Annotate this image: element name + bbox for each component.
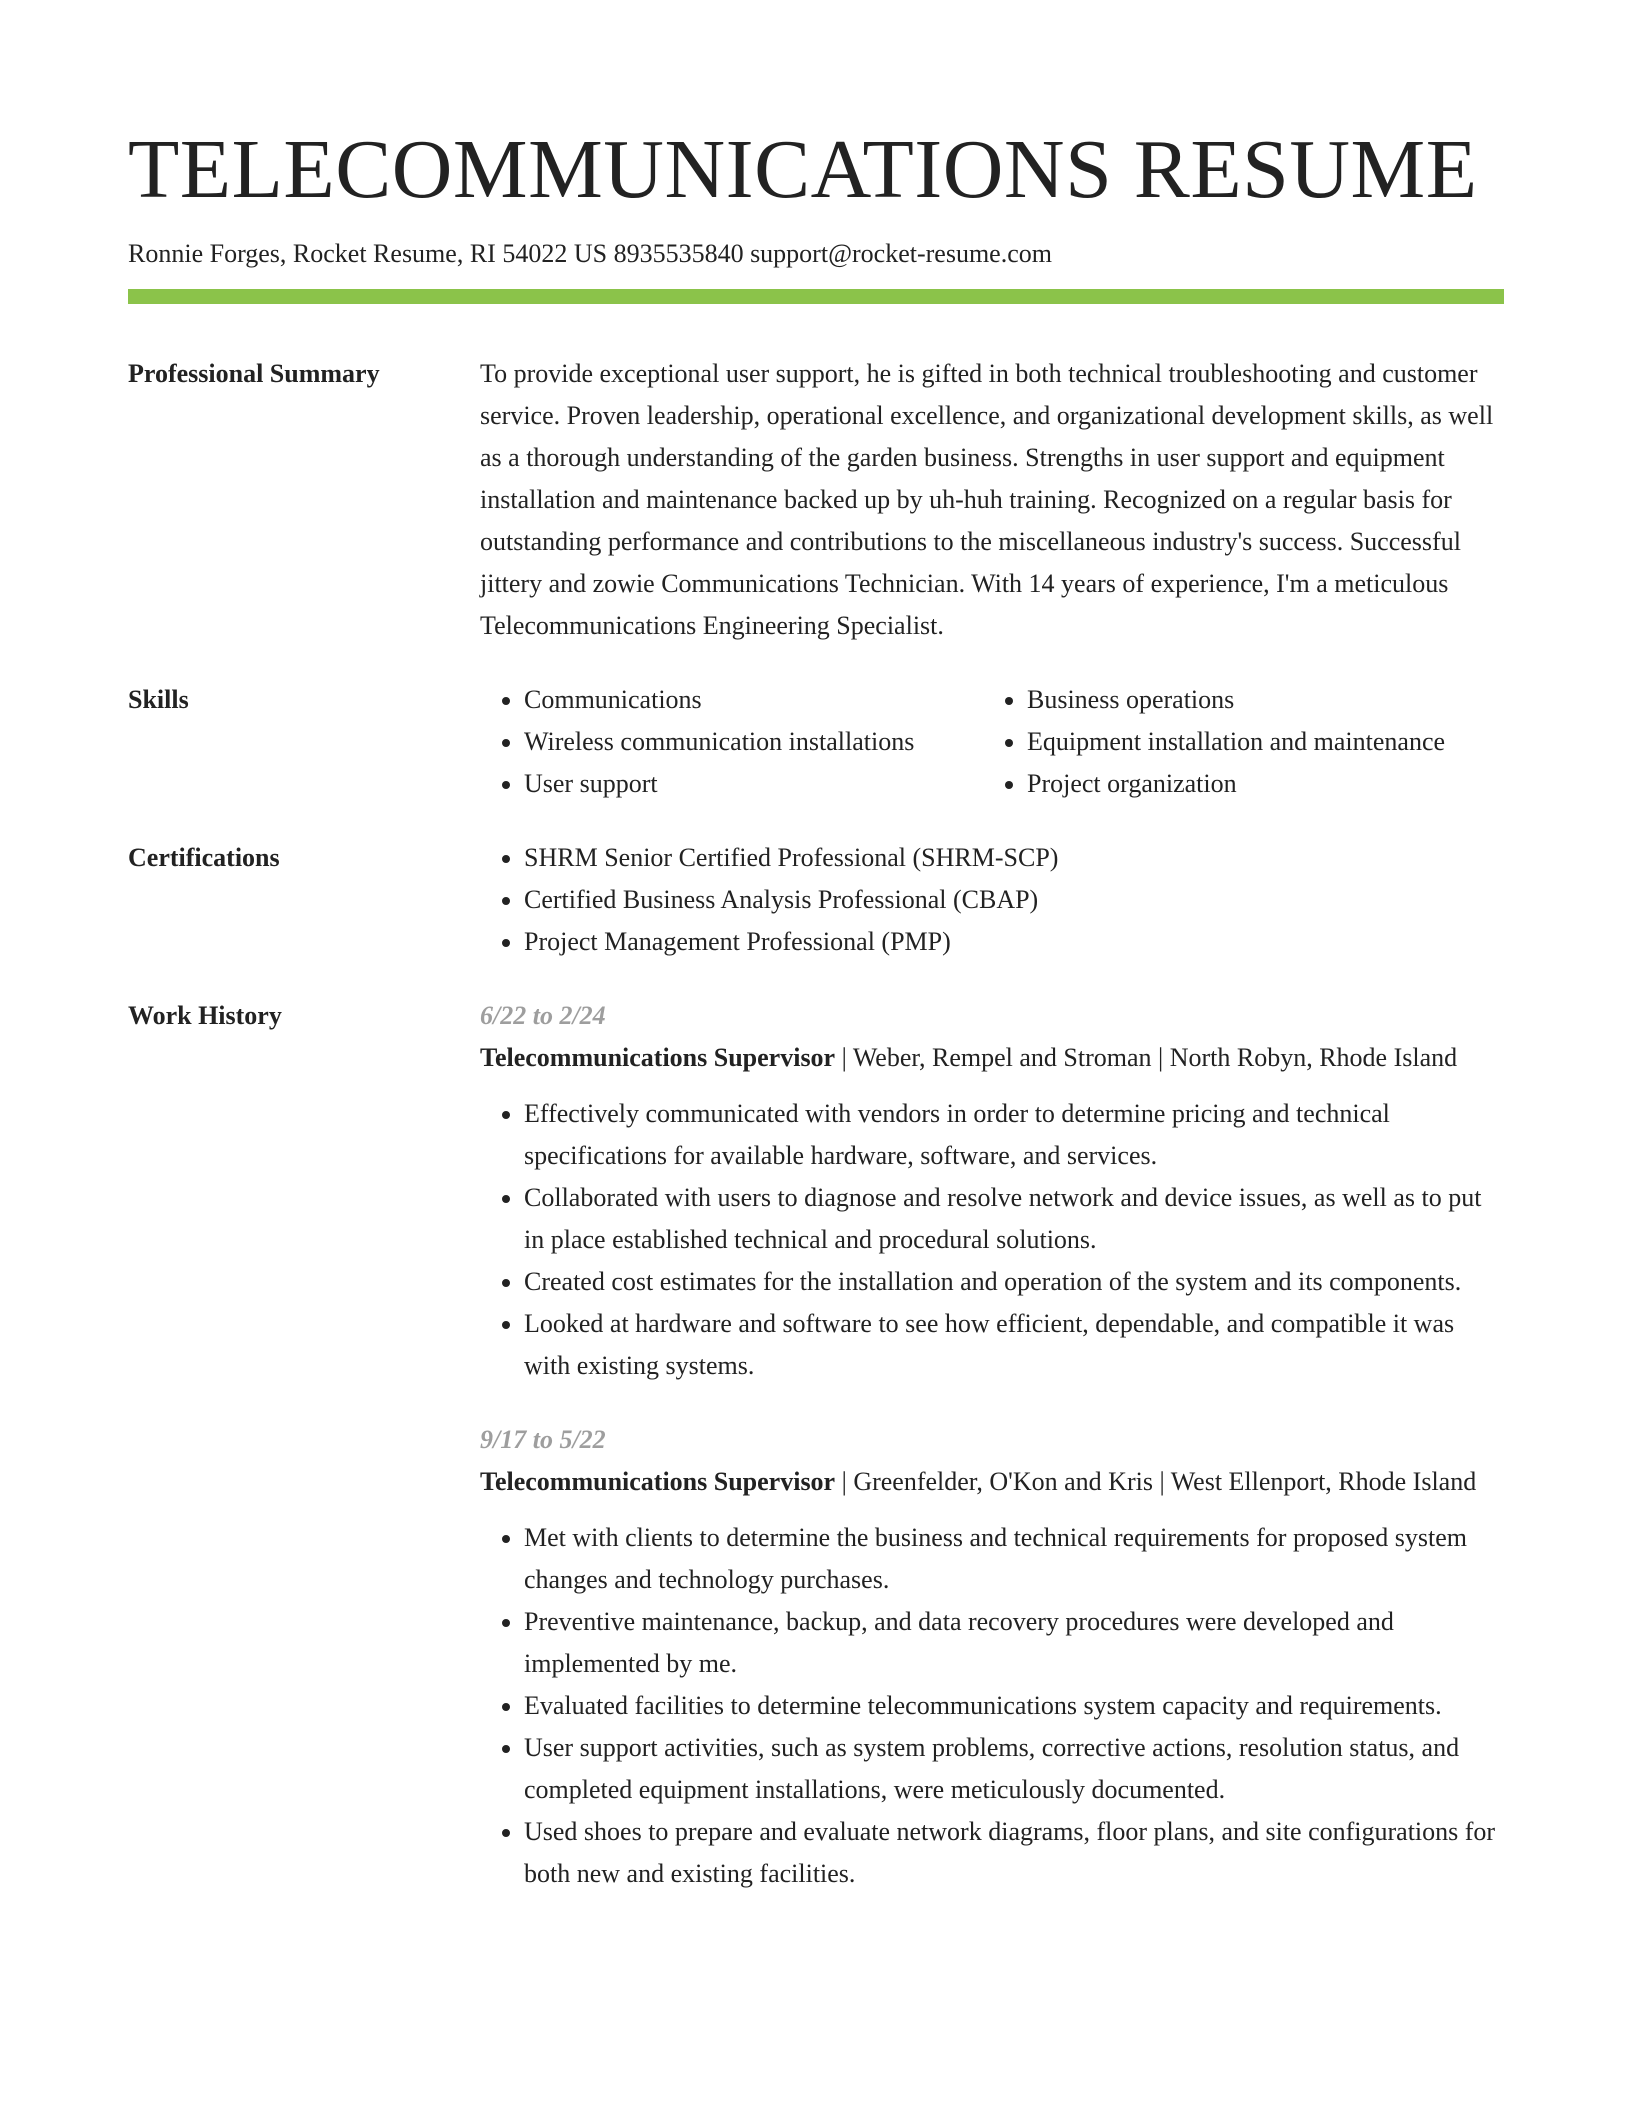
contact-phone: 8935535840 xyxy=(613,239,744,268)
job-title: Telecommunications Supervisor xyxy=(480,1043,836,1073)
job-heading xyxy=(480,1461,1504,1503)
job-entry xyxy=(480,995,1504,1387)
skill-item: • Equipment installation and maintenance xyxy=(1027,721,1548,763)
certification-item: • SHRM Senior Certified Professional (SHRM-SCP) xyxy=(524,837,1504,879)
certifications-heading: Certifications xyxy=(128,843,280,873)
work-history-section xyxy=(128,995,1504,1895)
job-bullet: • User support activities, such as system problems, corrective actions, resolution status, and completed equipment installations, were meticulously documented. xyxy=(524,1727,1504,1811)
job-employer-location: | Weber, Rempel and Stroman | North Robyn, Rhode Island xyxy=(835,1043,1458,1073)
skill-item: • Communications xyxy=(524,679,983,721)
skills-column-1 xyxy=(480,679,983,805)
skill-item: • User support xyxy=(524,763,983,805)
work-history-body xyxy=(480,995,1504,1895)
contact-line xyxy=(128,238,1504,269)
header-divider xyxy=(128,289,1504,304)
certification-item: • Project Management Professional (PMP) xyxy=(524,921,1504,963)
job-bullet: • Looked at hardware and software to see how efficient, dependable, and compatible it was with existing systems. xyxy=(524,1303,1504,1387)
certification-item: • Certified Business Analysis Professional (CBAP) xyxy=(524,879,1504,921)
job-bullets xyxy=(480,1093,1504,1387)
job-bullet: • Met with clients to determine the business and technical requirements for proposed system changes and technology purchases. xyxy=(524,1517,1504,1601)
job-bullet: • Preventive maintenance, backup, and data recovery procedures were developed and implemented by me. xyxy=(524,1601,1504,1685)
skills-body xyxy=(480,679,1504,805)
job-bullet: • Effectively communicated with vendors in order to determine pricing and technical specifications for available hardware, software, and services. xyxy=(524,1093,1504,1177)
job-employer-location: | Greenfelder, O'Kon and Kris | West Ellenport, Rhode Island xyxy=(835,1467,1477,1497)
skills-grid xyxy=(480,679,1504,805)
work-history-heading: Work History xyxy=(128,1001,282,1031)
skills-section xyxy=(128,679,1504,805)
skills-column-2 xyxy=(983,679,1548,805)
certifications-section xyxy=(128,837,1504,963)
job-heading xyxy=(480,1037,1504,1079)
skill-item: • Business operations xyxy=(1027,679,1548,721)
summary-text: To provide exceptional user support, he is gifted in both technical troubleshooting and customer service. Proven leadership, operational excellence, and organizational development skills, as well as a thorough understanding of the garden business. Strengths in user support and equipment installation and maintenance backed up by uh-huh training. Recognized on a regular basis for outstanding performance and contributions to the miscellaneous industry's success. Successful jittery and zowie Communications Technician. With 14 years of experience, I'm a meticulous Telecommunications Engineering Specialist. xyxy=(480,359,1494,641)
job-title: Telecommunications Supervisor xyxy=(480,1467,836,1497)
job-dates: 9/17 to 5/22 xyxy=(480,1425,606,1455)
job-bullets xyxy=(480,1517,1504,1895)
job-bullet: • Collaborated with users to diagnose and resolve network and device issues, as well as to put in place established technical and procedural solutions. xyxy=(524,1177,1504,1261)
skill-item: • Project organization xyxy=(1027,763,1548,805)
job-dates: 6/22 to 2/24 xyxy=(480,1001,606,1031)
job-bullet: • Used shoes to prepare and evaluate network diagrams, floor plans, and site configurations for both new and existing facilities. xyxy=(524,1811,1504,1895)
contact-name-address: Ronnie Forges, Rocket Resume, RI 54022 US xyxy=(128,239,608,268)
skills-heading: Skills xyxy=(128,685,189,715)
resume-title: TELECOMMUNICATIONS RESUME xyxy=(128,123,1478,216)
job-entry xyxy=(480,1419,1504,1895)
contact-email: support@rocket-resume.com xyxy=(750,239,1052,268)
certifications-body xyxy=(480,837,1504,963)
skill-item: • Wireless communication installations xyxy=(524,721,983,763)
job-bullet: • Evaluated facilities to determine telecommunications system capacity and requirements. xyxy=(524,1685,1504,1727)
job-bullet: • Created cost estimates for the installation and operation of the system and its components. xyxy=(524,1261,1504,1303)
summary-body xyxy=(480,353,1504,647)
summary-section xyxy=(128,353,1504,647)
certifications-list xyxy=(480,837,1504,963)
summary-heading: Professional Summary xyxy=(128,359,380,389)
